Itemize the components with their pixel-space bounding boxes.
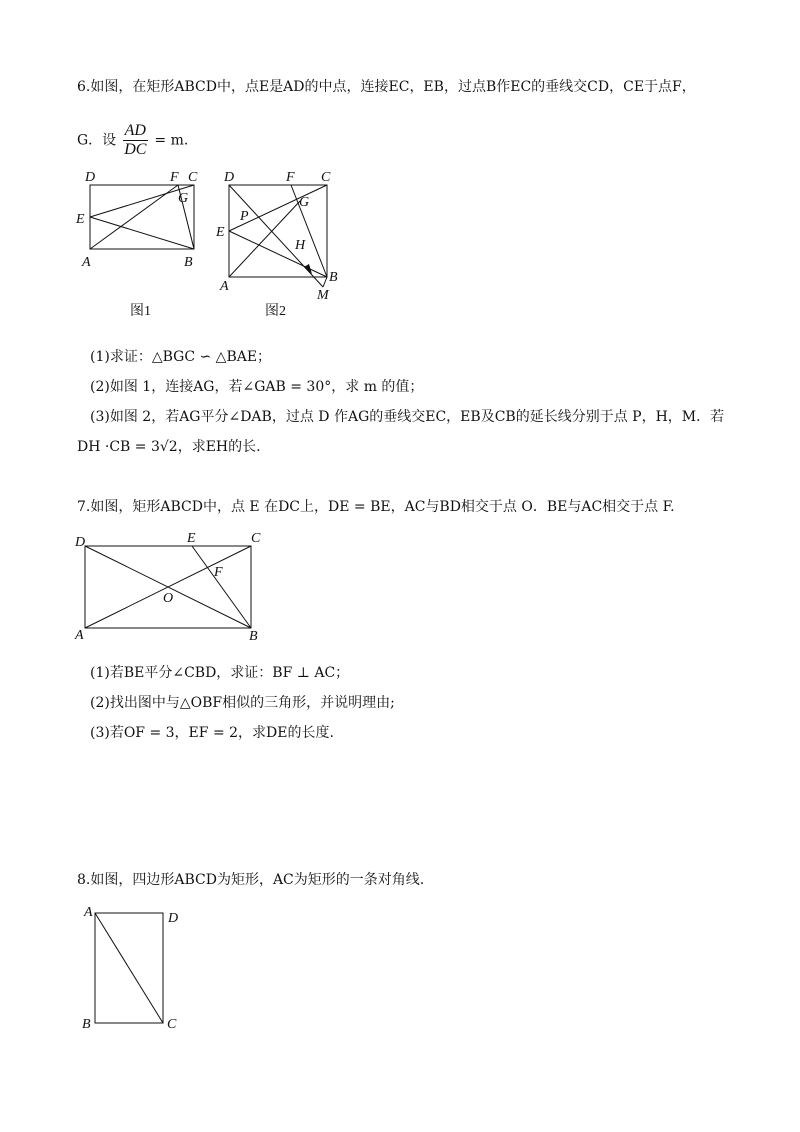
q7-label-F: F [214, 565, 223, 580]
q8-figure [75, 900, 195, 1035]
fig2-label-C: C [321, 170, 331, 185]
q7-label-D: D [75, 535, 86, 550]
q6-line2-suffix: = m. [154, 132, 189, 149]
q7-part1: (1)若BE平分∠CBD，求证：BF ⊥ AC； [90, 665, 350, 681]
fig1-label-G: G [178, 191, 189, 206]
q8-label-B: B [82, 1017, 91, 1032]
fig2-label-E: E [216, 225, 225, 240]
fig2-label-A: A [220, 279, 229, 294]
q7-BE [192, 546, 251, 628]
q7-label-E: E [187, 531, 196, 546]
fig2-label-B: B [329, 270, 338, 285]
q7-part2: (2)找出图中与△OBF相似的三角形，并说明理由; [90, 695, 395, 711]
q6-figure-1 [70, 165, 210, 325]
fig2-label-M: M [317, 288, 329, 303]
q8-line1: 8.如图，四边形ABCD为矩形，AC为矩形的一条对角线. [77, 872, 425, 888]
q8-label-D: D [168, 911, 179, 926]
q7-label-C: C [251, 531, 261, 546]
q6-part2: (2)如图 1，连接AG，若∠GAB = 30°，求 m 的值； [90, 379, 424, 395]
q6-part3-line1: (3)如图 2，若AG平分∠DAB，过点 D 作AG的垂线交EC，EB及CB的延长线分别于点 P，H，M．若 [90, 409, 725, 425]
fig1-label-A: A [82, 255, 91, 270]
fig2-label-G: G [299, 195, 310, 210]
fig1-label-D: D [85, 170, 96, 185]
q6-frac-num: AD [124, 122, 146, 139]
q6-fraction [123, 122, 148, 159]
q6-line2-prefix: G．设 [77, 132, 117, 149]
fig1-label-E: E [76, 212, 85, 227]
q7-figure [70, 530, 280, 645]
q7-label-A: A [75, 628, 84, 643]
fig2-label-F: F [286, 170, 295, 185]
q7-label-O: O [163, 591, 174, 606]
q6-part3-line2: DH ·CB = 3√2，求EH的长. [77, 439, 261, 455]
q7-part3: (3)若OF = 3，EF = 2，求DE的长度. [90, 725, 334, 741]
q8-label-C: C [167, 1017, 177, 1032]
fig2-label-D: D [224, 170, 235, 185]
fig1-AF [90, 185, 178, 249]
q8-label-A: A [84, 905, 93, 920]
fig2-BM [323, 277, 327, 287]
fig2-label-P: P [240, 209, 249, 224]
q6-part1: (1)求证：△BGC ∽ △BAE； [90, 349, 272, 365]
fig1-label-B: B [184, 255, 193, 270]
fig2-label-H: H [295, 238, 306, 253]
fig1-caption: 图1 [130, 304, 151, 319]
fig1-EB [90, 217, 194, 249]
q6-frac-den: DC [124, 141, 147, 158]
fig2-caption: 图2 [265, 304, 286, 319]
fig2-rect [229, 185, 327, 277]
q7-line1: 7.如图，矩形ABCD中，点 E 在DC上，DE = BE，AC与BD相交于点 O．BE与AC相交于点 F. [77, 499, 675, 515]
fig1-label-C: C [188, 170, 198, 185]
q6-line2 [77, 122, 188, 159]
fig1-label-F: F [170, 170, 179, 185]
q8-AC [95, 913, 163, 1023]
q6-line1: 6.如图，在矩形ABCD中，点E是AD的中点，连接EC，EB，过点B作EC的垂线交CD，CE于点F， [77, 79, 696, 95]
q6-figure-2 [215, 165, 355, 325]
q7-label-B: B [249, 629, 258, 644]
